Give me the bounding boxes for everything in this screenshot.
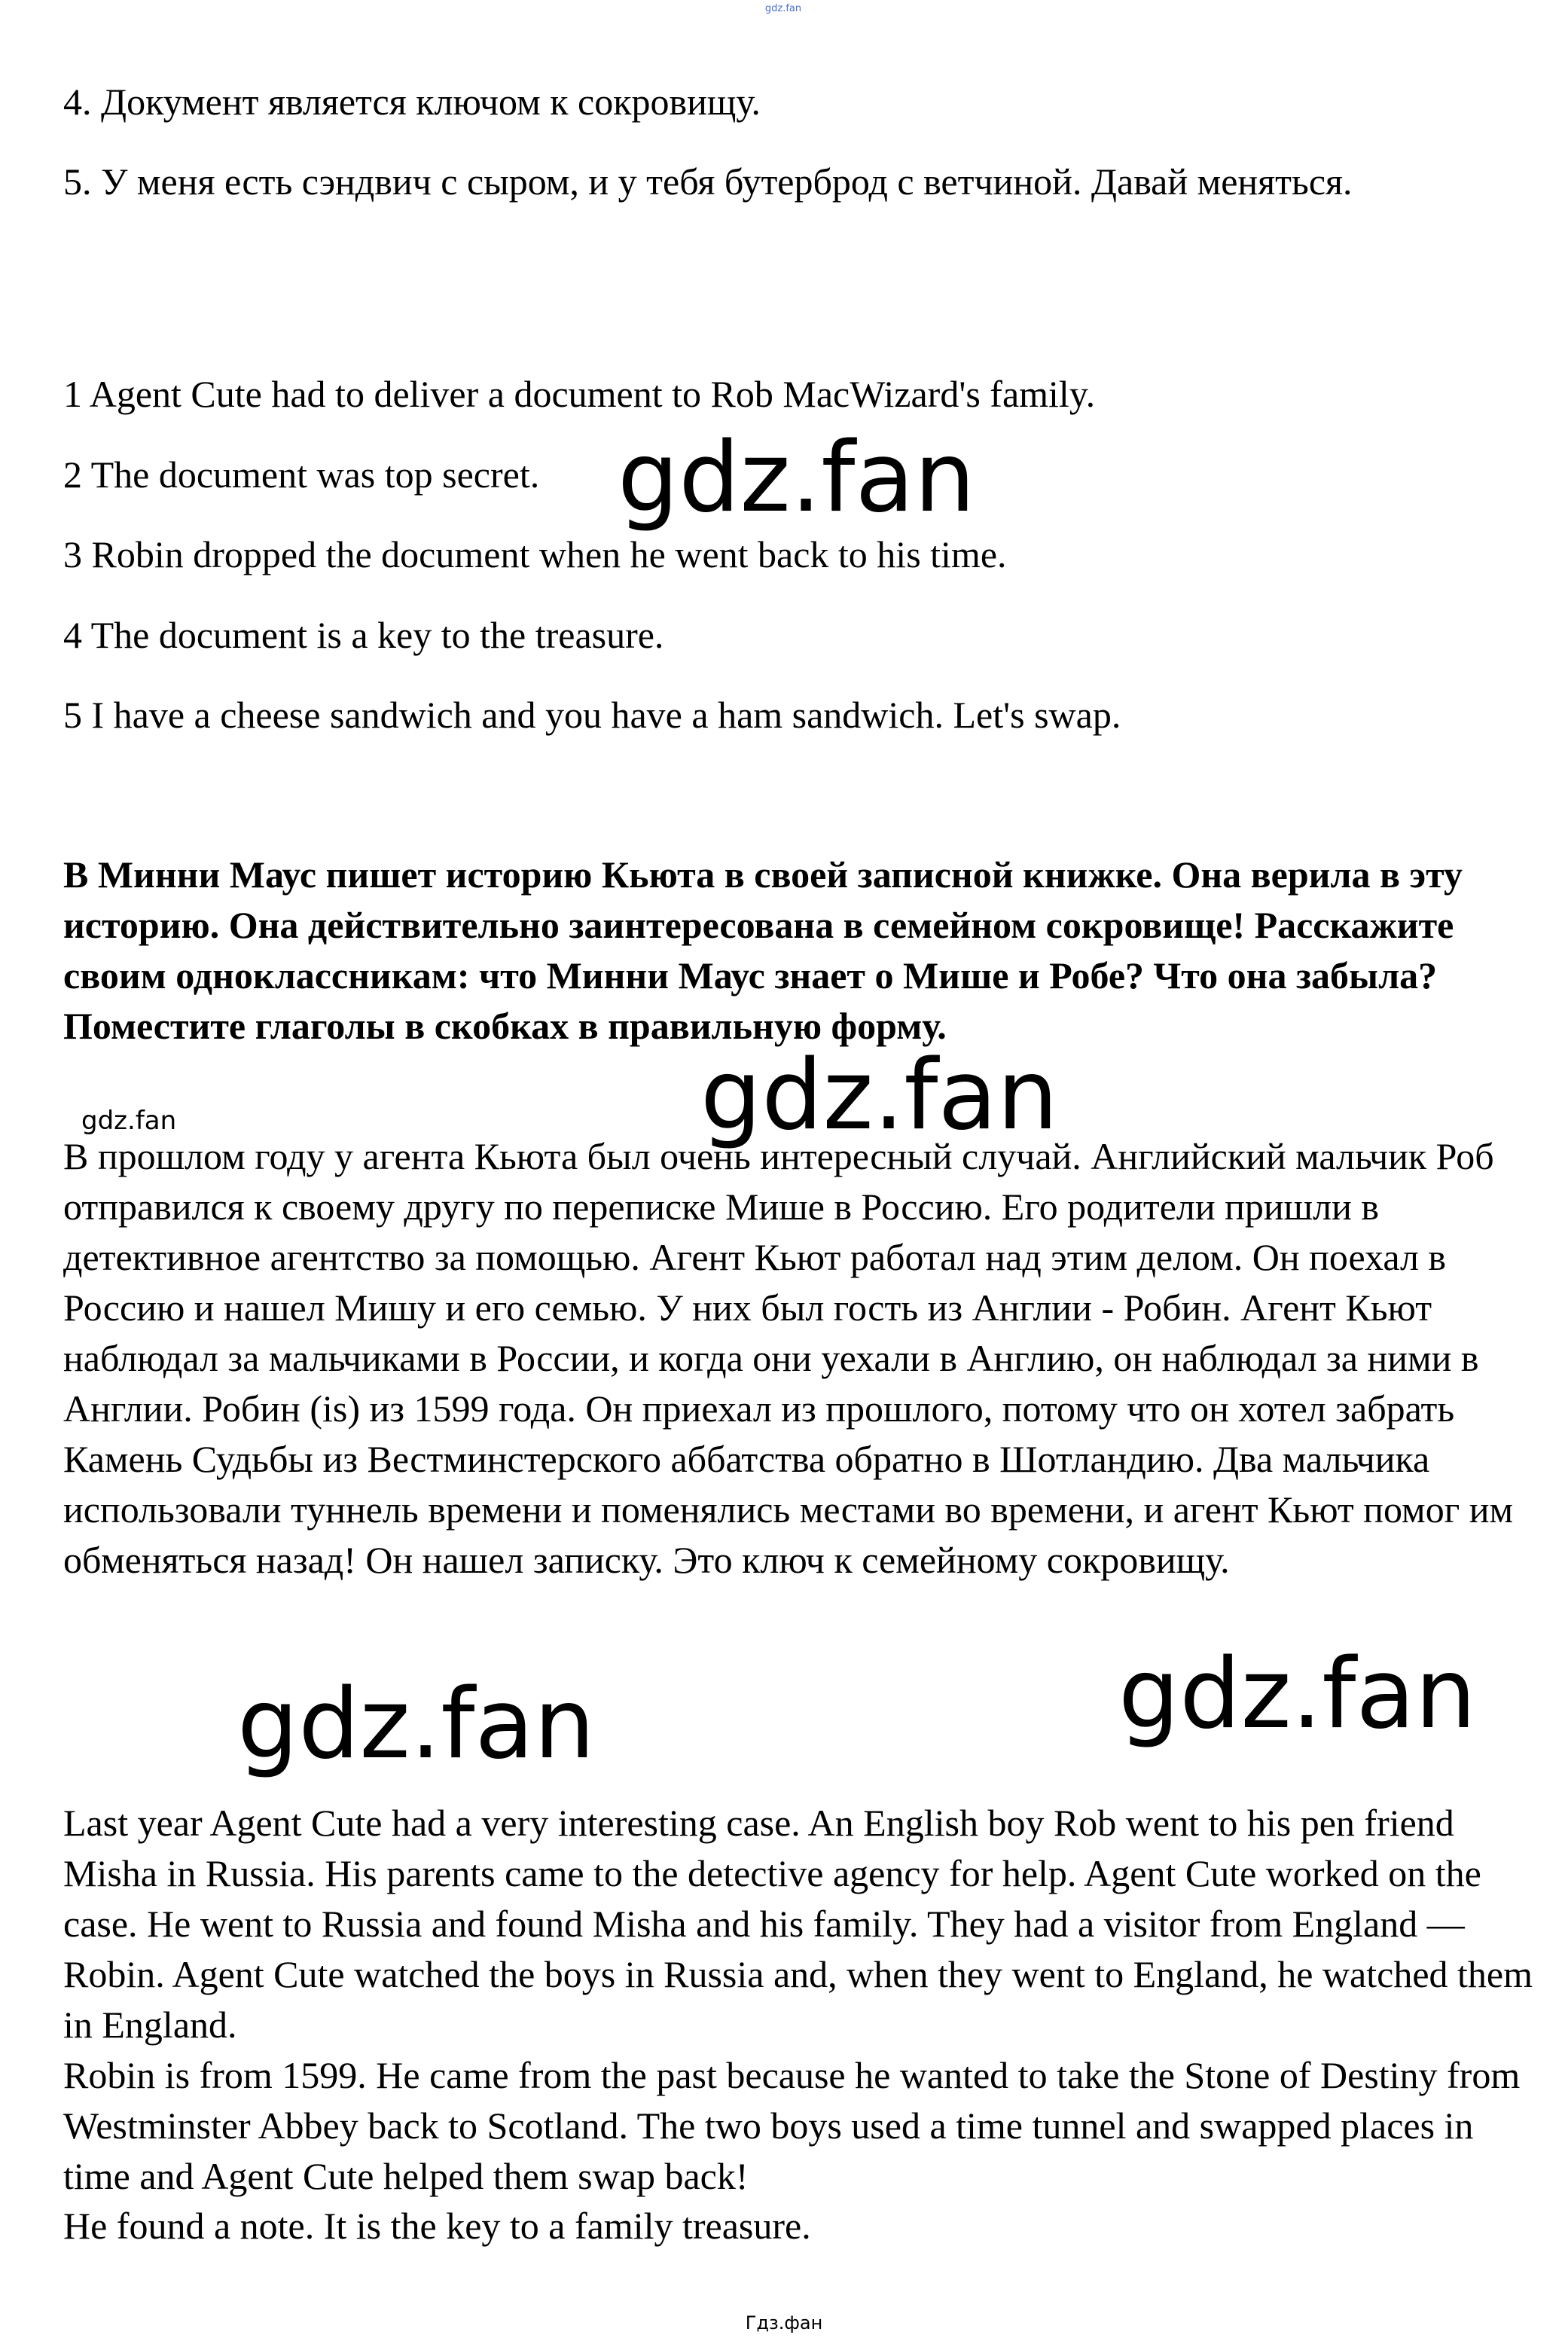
top-watermark: gdz.fan	[764, 3, 802, 14]
task-instruction: В Минни Маус пишет историю Кьюта в своей записной книжке. Она верила в эту историю. Она действительно заинтересована в семейном сокровище! Расскажите своим одноклассникам: что Минни Маус знает о Мише и Робе? Что она забыла? Поместите глаголы в скобках в правильную форму.	[63, 853, 1463, 1047]
watermark-small: gdz.fan	[81, 1106, 177, 1136]
en-sentence-2: 2 The document was top secret.	[63, 453, 540, 496]
english-story-paragraph-1: Last year Agent Cute had a very interesting case. An English boy Rob went to his pen friend Misha in Russia. His parents came to the detective agency for help. Agent Cute worked on the case. He went to Russia and found Misha and his family. They had a visitor from England — Robin. Agent Cute watched the boys in Russia and, when they went to England, he watched them in England.	[63, 1802, 1533, 2046]
ru-sentence-5: 5. У меня есть сэндвич с сыром, и у тебя бутерброд с ветчиной. Давай меняться.	[63, 160, 1353, 203]
watermark-3: gdz.fan	[237, 1668, 595, 1781]
en-sentence-3: 3 Robin dropped the document when he went back to his time.	[63, 533, 1007, 575]
en-sentence-1: 1 Agent Cute had to deliver a document to Rob MacWizard's family.	[63, 373, 1096, 415]
page-footer: Гдз.фан	[745, 2312, 823, 2333]
english-story-paragraph-2: Robin is from 1599. He came from the past because he wanted to take the Stone of Destiny from Westminster Abbey back to Scotland. The two boys used a time tunnel and swapped places in time and Agent Cute helped them swap back!	[63, 2054, 1521, 2197]
ru-sentence-4: 4. Документ является ключом к сокровищу.	[63, 81, 761, 123]
en-sentence-4: 4 The document is a key to the treasure.	[63, 614, 664, 656]
watermark-2: gdz.fan	[700, 1039, 1058, 1152]
watermark-1: gdz.fan	[618, 422, 975, 534]
en-sentence-5: 5 I have a cheese sandwich and you have a ham sandwich. Let's swap.	[63, 694, 1121, 736]
english-story-paragraph-3: He found a note. It is the key to a family treasure.	[63, 2205, 811, 2247]
russian-story: В прошлом году у агента Кьюта был очень интересный случай. Английский мальчик Роб отправился к своему другу по переписке Мише в Россию. Его родители пришли в детективное агентство за помощью. Агент Кьют работал над этим делом. Он поехал в Россию и нашел Мишу и его семью. У них был гость из Англии - Робин. Агент Кьют наблюдал за мальчиками в России, и когда они уехали в Англию, он наблюдал за ними в Англии. Робин (is) из 1599 года. Он приехал из прошлого, потому что он хотел забрать Камень Судьбы из Вестминстерского аббатства обратно в Шотландию. Два мальчика использовали туннель времени и поменялись местами во времени, и агент Кьют помог им обменяться назад! Он нашел записку. Это ключ к семейному сокровищу.	[63, 1135, 1514, 1581]
watermark-4: gdz.fan	[1118, 1638, 1476, 1750]
